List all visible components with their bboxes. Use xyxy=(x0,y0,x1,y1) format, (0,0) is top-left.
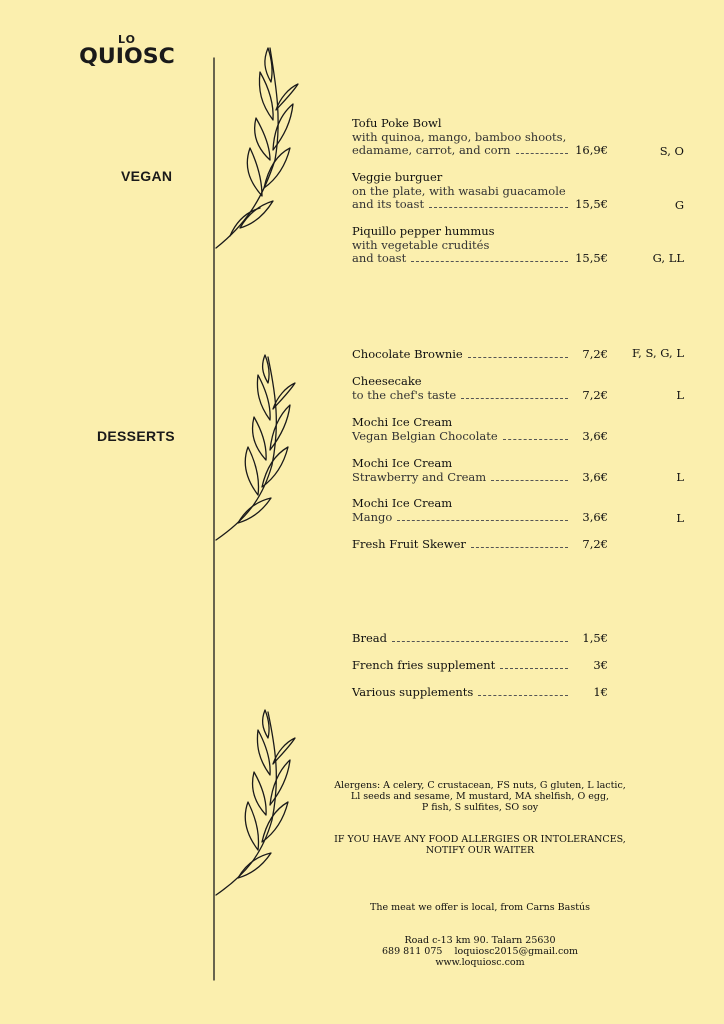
section-title-desserts: DESSERTS xyxy=(97,428,175,444)
dotted-leader xyxy=(503,439,568,440)
item-name: Mochi Ice Cream xyxy=(352,496,453,510)
dotted-leader xyxy=(491,480,568,481)
item-price: 3,6€ xyxy=(582,428,608,443)
menu-item-various-supplements xyxy=(352,686,608,700)
dotted-leader xyxy=(478,695,568,696)
phone: 689 811 075 xyxy=(381,946,443,957)
item-allergens: L xyxy=(676,470,684,484)
item-allergens: G xyxy=(674,198,684,212)
menu-item-chocolate-brownie xyxy=(352,348,608,362)
item-name: Cheesecake xyxy=(352,374,422,388)
warning-line: NOTIFY OUR WAITER xyxy=(425,845,535,856)
website: www.loquiosc.com xyxy=(435,957,525,968)
dotted-leader xyxy=(471,547,568,548)
allergens-line: P fish, S sulfites, SO soy xyxy=(421,802,539,813)
item-name: Mochi Ice Cream xyxy=(352,456,453,470)
dotted-leader xyxy=(461,398,568,399)
item-name: French fries supplement xyxy=(352,658,496,672)
item-price: 7,2€ xyxy=(582,387,608,402)
item-allergens: G, LL xyxy=(652,251,684,265)
dotted-leader xyxy=(516,153,568,154)
item-description: and toast xyxy=(352,251,407,265)
item-price: 3€ xyxy=(593,658,608,672)
section-title-vegan: VEGAN xyxy=(121,168,173,184)
item-price: 15,5€ xyxy=(575,251,608,265)
item-allergens: S, O xyxy=(659,144,684,158)
menu-item-cheesecake xyxy=(352,375,608,402)
item-allergens: F, S, G, L xyxy=(631,346,684,360)
dotted-leader xyxy=(392,641,568,642)
item-description: to the chef's taste xyxy=(352,387,457,402)
menu-item-mochi-chocolate xyxy=(352,416,608,443)
menu-item-tofu-poke-bowl xyxy=(352,117,608,158)
item-description: on the plate, with wasabi guacamole xyxy=(352,183,566,198)
brand-logo-main: QUIOSC xyxy=(79,44,175,68)
branch-decoration-1 xyxy=(216,48,298,248)
item-description: Mango xyxy=(352,509,393,524)
email: loquiosc2015@gmail.com xyxy=(454,946,579,957)
item-name: Various supplements xyxy=(352,685,474,699)
item-price: 7,2€ xyxy=(582,537,608,551)
item-allergens: L xyxy=(676,388,684,402)
item-description: with quinoa, mango, bamboo shoots, xyxy=(352,129,567,144)
item-price: 1,5€ xyxy=(582,631,608,645)
item-description: edamame, carrot, and corn xyxy=(352,143,511,157)
allergy-warning xyxy=(300,834,660,856)
item-price: 7,2€ xyxy=(582,347,608,361)
item-name: Tofu Poke Bowl xyxy=(352,116,442,130)
item-description: Vegan Belgian Chocolate xyxy=(352,428,498,443)
item-allergens: L xyxy=(676,511,684,525)
allergens-line: Ll seeds and sesame, M mustard, MA shelfish, O egg, xyxy=(350,791,610,802)
item-description: and its toast xyxy=(352,197,425,211)
vertical-stem-line xyxy=(213,58,214,980)
item-name: Mochi Ice Cream xyxy=(352,415,453,429)
item-price: 1€ xyxy=(593,685,608,699)
item-name: Piquillo pepper hummus xyxy=(352,224,495,238)
item-name: Chocolate Brownie xyxy=(352,347,463,361)
item-name: Veggie burguer xyxy=(352,170,443,184)
menu-item-piquillo-hummus xyxy=(352,225,608,266)
brand-logo-top: LO xyxy=(118,33,136,46)
item-price: 16,9€ xyxy=(575,143,608,157)
contact-info xyxy=(300,935,660,968)
dotted-leader xyxy=(411,261,568,262)
warning-line: IF YOU HAVE ANY FOOD ALLERGIES OR INTOLERANCES, xyxy=(334,834,626,845)
item-name: Fresh Fruit Skewer xyxy=(352,537,466,551)
dotted-leader xyxy=(429,207,568,208)
item-description: with vegetable crudités xyxy=(352,237,490,252)
phone-email-line xyxy=(300,946,660,957)
meat-origin-note: The meat we offer is local, from Carns Bastús xyxy=(369,902,591,913)
address: Road c-13 km 90. Talarn 25630 xyxy=(404,935,556,946)
dotted-leader xyxy=(500,668,568,669)
branch-decoration-3 xyxy=(216,710,295,895)
allergens-line: Alergens: A celery, C crustacean, FS nuts, G gluten, L lactic, xyxy=(334,780,626,791)
dotted-leader xyxy=(397,520,568,521)
item-name: Bread xyxy=(352,631,387,645)
allergens-legend xyxy=(300,780,660,813)
item-price: 15,5€ xyxy=(575,197,608,211)
dotted-leader xyxy=(468,357,568,358)
menu-item-veggie-burguer xyxy=(352,171,608,212)
menu-item-bread xyxy=(352,632,608,646)
menu-item-mochi-strawberry xyxy=(352,457,608,484)
branch-decoration-2 xyxy=(216,355,295,540)
menu-item-fries-supplement xyxy=(352,659,608,673)
item-price: 3,6€ xyxy=(582,509,608,524)
item-price: 3,6€ xyxy=(582,469,608,484)
menu-item-mochi-mango xyxy=(352,497,608,524)
menu-item-fruit-skewer xyxy=(352,538,608,552)
item-description: Strawberry and Cream xyxy=(352,469,487,484)
